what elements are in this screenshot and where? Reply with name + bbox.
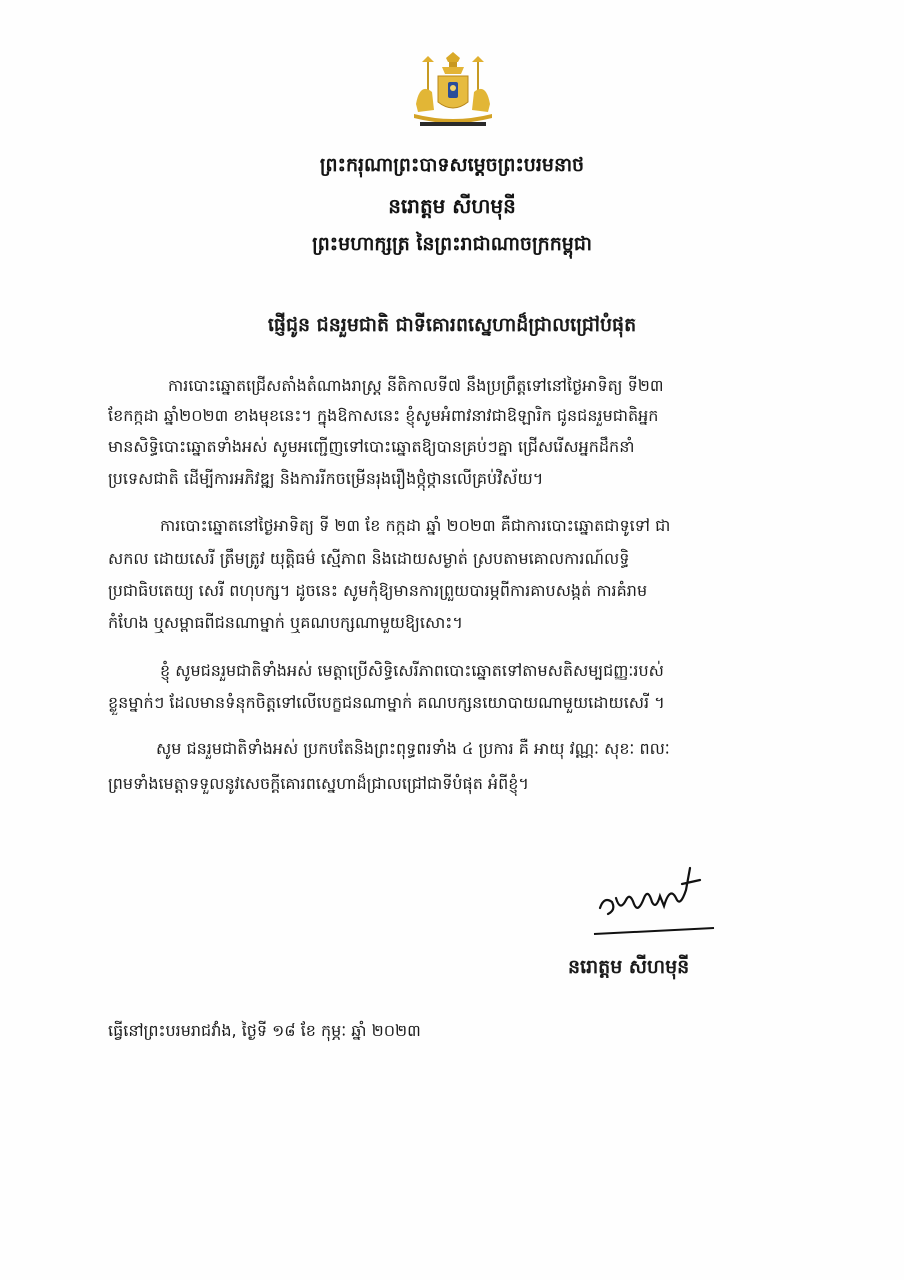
signatory-name: នរោត្តម សីហមុនី xyxy=(568,956,690,978)
paragraph-3-line-2: ខ្លួនម្នាក់ៗ ដែលមានទំនុកចិត្តទៅលើបេក្ខជនណាម្នាក់ គណបក្សនយោបាយណាមួយដោយសេរី ។ xyxy=(108,693,665,712)
paragraph-4-line-1: សូម ជនរួមជាតិទាំងអស់ ប្រកបតែនិងព្រះពុទ្ធពរទាំង ៤ ប្រការ គឺ អាយុ វណ្ណៈ សុខៈ ពលៈ xyxy=(156,739,670,758)
paragraph-2-line-1: ការបោះឆ្នោតនៅថ្ងៃអាទិត្យ ទី ២៣ ខែ កក្កដា ឆ្នាំ ២០២៣ គឺជាការបោះឆ្នោតជាទូទៅ ជា xyxy=(160,516,671,535)
header-king-name: នរោត្តម សីហមុនី xyxy=(388,194,516,218)
paragraph-2-line-3: ប្រជាធិបតេយ្យ សេរី ពហុបក្ស។ ដូចនេះ សូមកុំឱ្យមានការព្រួយបារម្ភពីការគាបសង្កត់ ការគំរាម xyxy=(108,581,648,600)
paragraph-4-line-2: ព្រមទាំងមេត្តាទទួលនូវសេចក្តីគោរពស្នេហាដ៏ជ្រាលជ្រៅជាទីបំផុត អំពីខ្ញុំ។ xyxy=(108,774,529,793)
handwritten-signature xyxy=(590,858,720,938)
paragraph-3-line-1: ខ្ញុំ សូមជនរួមជាតិទាំងអស់ មេត្តាប្រើសិទ្ធិសេរីភាពបោះឆ្នោតទៅតាមសតិសម្បជញ្ញៈរបស់ xyxy=(160,661,664,680)
header-royal-title: ព្រះករុណាព្រះបាទសម្តេចព្រះបរមនាថ xyxy=(319,154,585,176)
date-place-line: ធ្វើនៅព្រះបរមរាជវាំង, ថ្ងៃទី ១៨ ខែ កុម្ភៈ ឆ្នាំ ២០២៣ xyxy=(108,1021,421,1040)
paragraph-1-line-1: ការបោះឆ្នោតជ្រើសតាំងតំណាងរាស្ត្រ នីតិកាលទី៧ នឹងប្រព្រឹត្តទៅនៅថ្ងៃអាទិត្យ ទី២៣ xyxy=(168,376,664,395)
paragraph-2-line-2: សកល ដោយសេរី ត្រឹមត្រូវ យុត្តិធម៌ ស្មើភាព និងដោយសម្ងាត់ ស្របតាមគោលការណ៍លទ្ធិ xyxy=(108,549,630,568)
header-kingdom-title: ព្រះមហាក្សត្រ នៃព្រះរាជាណាចក្រកម្ពុជា xyxy=(312,233,592,255)
paragraph-2-line-4: កំហែង ឬសម្ពាធពីជនណាម្នាក់ ឬគណបក្សណាមួយឱ្យសោះ។ xyxy=(108,613,463,632)
paragraph-1-line-2: ខែកក្កដា ឆ្នាំ២០២៣ ខាងមុខនេះ។ ក្នុងឱកាសនេះ ខ្ញុំសូមអំពាវនាវជាឱឡារិក ជូនជនរួមជាតិអ្នក xyxy=(108,406,659,425)
paragraph-1-line-3: មានសិទ្ធិបោះឆ្នោតទាំងអស់ សូមអញ្ជើញទៅបោះឆ្នោតឱ្យបានគ្រប់ៗគ្នា ជ្រើសរើសអ្នកដឹកនាំ xyxy=(108,437,635,456)
royal-coat-of-arms-emblem xyxy=(408,52,498,132)
letter-subject: ផ្ញើជូន ជនរួមជាតិ ជាទីគោរពស្នេហាដ៏ជ្រាលជ្រៅបំផុត xyxy=(267,314,637,336)
paragraph-1-line-4: ប្រទេសជាតិ ដើម្បីការអភិវឌ្ឍ និងការរីកចម្រើនរុងរឿងថ្កុំថ្កានលើគ្រប់វិស័យ។ xyxy=(108,469,544,488)
